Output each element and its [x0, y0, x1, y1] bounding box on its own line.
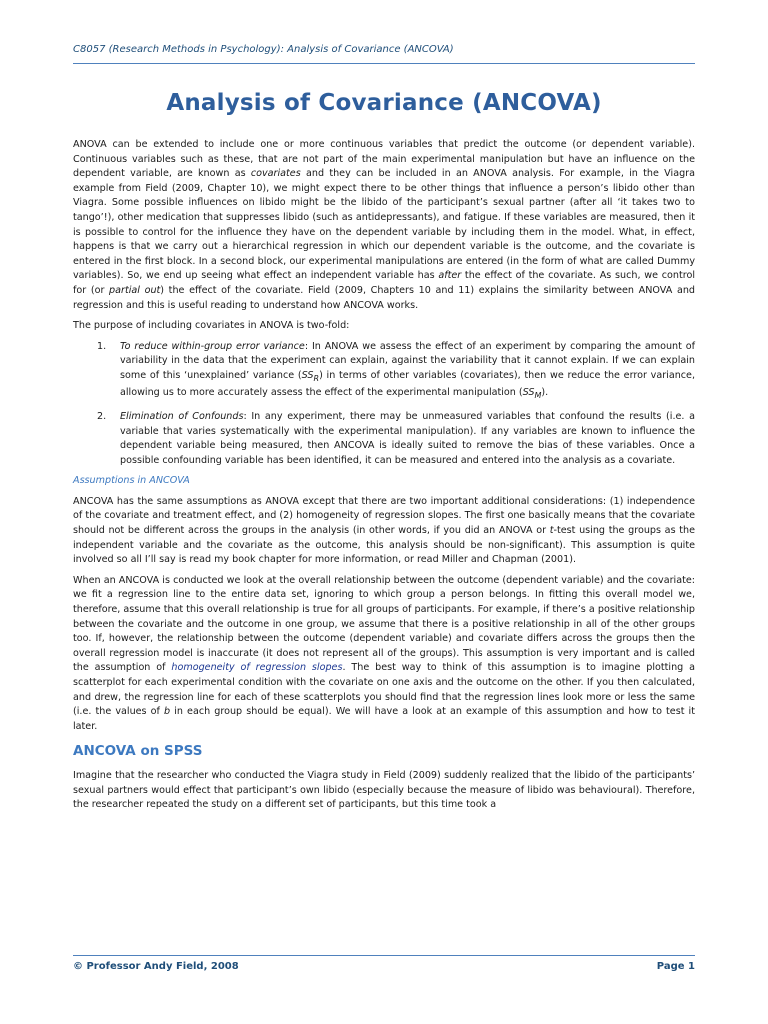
- assumptions-text: -test using the groups as the independent variable and the covariate as the outcome, this analysis should be non-significant). This assumption is quite involved so all I’ll say is read my book chapter for more information, or read Miller and Chapman (2001).: [73, 525, 696, 566]
- term-partial-out: partial out: [109, 284, 161, 296]
- purpose-list: [73, 340, 695, 469]
- intro-paragraph: [73, 138, 695, 313]
- assumptions-text: in each group should be equal). We will have a look at an example of this assumption and how to test it later.: [73, 706, 695, 732]
- list-item-text: : In any experiment, there may be unmeasured variables that confound the results (i.e. a variable that varies systematically with the experimental manipulation). If any variables are known to influence the dependent variable being measured, then ANCOVA is ideally suited to remove the bias of these variables. Once a possible confounding variable has been identified, it can be measured and entered into the analysis as a covariate.: [120, 410, 696, 466]
- list-item-text: : In ANOVA we assess the effect of an experiment by comparing the amount of variability in the data that the experiment can explain, against the variability that it cannot explain. If we can explain some of this ‘unexplained’ variance (: [120, 340, 696, 381]
- homogeneity-link[interactable]: homogeneity of regression slopes: [171, 662, 343, 674]
- footer-copyright: © Professor Andy Field, 2008: [73, 961, 239, 972]
- list-item-text: ) in terms of other variables (covariates), then we reduce the error variance, allowing us to more accurately assess the effect of the experimental manipulation (: [120, 369, 696, 399]
- spss-section-heading: ANCOVA on SPSS: [73, 743, 203, 760]
- intro-text-2: and they can be included in an ANOVA analysis. For example, in the Viagra example from Field (2009, Chapter 10), we might expect there to be other things that influence a person’s libido other than Viagra. Some possible influences on libido might be the libido of the participant’s sexual partner (after all ‘it takes two to tango’!), other medication that suppresses libido (such as antidepressants), and fatigue. If these variables are measured, then it is possible to control for the influence they have on the dependent variable by including them in the model. What, in effect, happens is that we carry out a hierarchical regression in which our dependent variable is the outcome, and the covariate is entered in the first block. In a second block, our experimental manipulations are entered (in the form of what are called Dummy variables). So, we end up seeing what effect an independent variable has: [73, 168, 695, 282]
- ss-r-subscript: R: [313, 373, 320, 383]
- ss-r-symbol: SS: [301, 369, 314, 381]
- assumptions-text: ANCOVA has the same assumptions as ANOVA except that there are two important additional considerations: (1) independence of the covariate and treatment effect, and (2) homogeneity of regression slopes. The first one basically means that the covariate should not be different across the groups in the analysis (in other words, if you did an ANOVA or: [73, 495, 695, 537]
- ss-m-symbol: SS: [522, 387, 535, 399]
- list-number: 2.: [97, 410, 107, 422]
- list-item: [73, 340, 695, 404]
- footer-divider: [73, 955, 695, 956]
- document-body: [73, 138, 695, 819]
- assumptions-text: When an ANCOVA is conducted we look at the overall relationship between the outcome (dependent variable) and the covariate: we fit a regression line to the entire data set, ignoring to which group a person belongs. In fitting this overall model we, therefore, assume that this overall relationship is true for all groups of participants. For example, if there’s a positive relationship between the covariate and the outcome in one group, we assume that there is a positive relationship in all of the other groups too. If, however, the relationship between the outcome (dependent variable) and covariate differs across the groups then the overall regression model is inaccurate (it does not represent all of the groups). This assumption is very important and is called the assumption of: [73, 574, 695, 674]
- assumptions-paragraph-1: [73, 495, 695, 568]
- document-title: Analysis of Covariance (ANCOVA): [166, 90, 602, 116]
- running-header: C8057 (Research Methods in Psychology): Analysis of Covariance (ANCOVA): [73, 44, 454, 55]
- list-number: 1.: [97, 340, 107, 352]
- purpose-intro: The purpose of including covariates in ANOVA is two-fold:: [73, 320, 350, 332]
- assumptions-text: . The best way to think of this assumption is to imagine plotting a scatterplot for each experimental condition with the covariate on one axis and the outcome on the other. If you then calculated, and drew, the regression line for each of these scatterplots you should find that the regression lines look more or less the same (i.e. the values of: [73, 662, 695, 718]
- footer-page-number: Page 1: [656, 961, 695, 972]
- intro-text-1: ANOVA can be extended to include one or more continuous variables that predict the outcome (or dependent variable). Continuous variables such as these, that are not part of the main experimental manipulation but have an influence on the dependent variable, are known as: [73, 139, 695, 180]
- list-item-text: ).: [541, 387, 549, 399]
- term-covariates: covariates: [250, 168, 301, 180]
- term-after: after: [438, 270, 462, 282]
- ss-m-subscript: M: [534, 391, 542, 401]
- list-item-heading: To reduce within-group error variance: [120, 340, 305, 352]
- intro-text-4: ) the effect of the covariate. Field (2009, Chapters 10 and 11) explains the similarity between ANOVA and regression and this is useful reading to understand how ANCOVA works.: [73, 284, 695, 311]
- assumptions-paragraph-2: [73, 574, 695, 735]
- b-value-symbol: b: [164, 706, 171, 718]
- list-item-heading: Elimination of Confounds: [120, 410, 244, 422]
- header-divider: [73, 63, 695, 64]
- intro-text-3: the effect of the covariate. As such, we control for (or: [73, 270, 695, 296]
- spss-paragraph: Imagine that the researcher who conducted the Viagra study in Field (2009) suddenly realized that the libido of the participants’ sexual partners would effect that participant’s own libido (especially because the measure of libido was behavioural). Therefore, the researcher repeated the study on a different set of participants, but this time took a: [73, 769, 695, 811]
- t-test-symbol: t: [549, 525, 554, 537]
- assumptions-heading: Assumptions in ANCOVA: [73, 475, 190, 487]
- list-item: [73, 410, 695, 468]
